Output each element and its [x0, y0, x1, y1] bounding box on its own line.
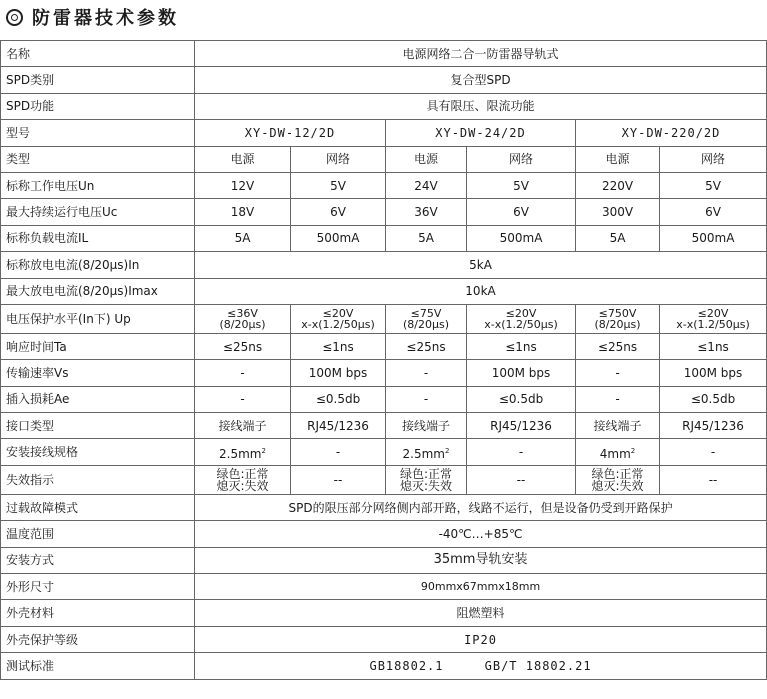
- value-cell: [195, 439, 291, 465]
- row-label: 名称: [1, 41, 195, 67]
- row-label: 电压保护水平(In下) Up: [1, 304, 195, 333]
- table-row: [1, 67, 767, 93]
- cell-line: 绿色:正常: [591, 466, 644, 481]
- value-cell: -: [660, 439, 767, 465]
- value-cell: 5V: [660, 172, 767, 198]
- cell-line: ≤20V: [322, 306, 354, 320]
- value-cell: ≤25ns: [195, 333, 291, 359]
- circle-bullet-icon: [6, 9, 23, 26]
- section-heading-text: 防雷器技术参数: [32, 8, 179, 29]
- table-row: [1, 360, 767, 386]
- model-cell: XY-DW-12/2D: [195, 120, 386, 146]
- row-label: SPD功能: [1, 93, 195, 119]
- row-label: 插入损耗Ae: [1, 386, 195, 412]
- row-label: SPD类别: [1, 67, 195, 93]
- table-row: [1, 252, 767, 278]
- value-cell: 5A: [576, 225, 660, 251]
- superscript: 2: [630, 446, 636, 455]
- value-cell: 90mmx67mmx18mm: [195, 574, 767, 600]
- value-cell: ≤25ns: [576, 333, 660, 359]
- value-cell: 5V: [291, 172, 386, 198]
- table-row: [1, 386, 767, 412]
- value-cell: 6V: [660, 199, 767, 225]
- row-label: 最大放电电流(8/20μs)Imax: [1, 278, 195, 304]
- value-cell: 接线端子: [576, 413, 660, 439]
- row-label: 外形尺寸: [1, 574, 195, 600]
- value-cell: --: [467, 465, 576, 494]
- value-cell: -: [386, 386, 467, 412]
- table-row: [1, 146, 767, 172]
- spd-function-value: 具有限压、限流功能: [195, 93, 767, 119]
- cell-line: (8/20μs): [594, 317, 641, 331]
- value-cell: RJ45/1236: [291, 413, 386, 439]
- value-cell: -: [576, 386, 660, 412]
- value-cell: ≤0.5db: [467, 386, 576, 412]
- value-cell: 220V: [576, 172, 660, 198]
- row-label: 类型: [1, 146, 195, 172]
- table-row: [1, 225, 767, 251]
- cell-line: ≤20V: [697, 306, 729, 320]
- value-cell: SPD的限压部分网络侧内部开路，线路不运行，但是设备仍受到开路保护: [195, 494, 767, 520]
- value-cell: 300V: [576, 199, 660, 225]
- table-row: [1, 413, 767, 439]
- cell-line: 熄灭:失效: [399, 478, 453, 493]
- value-cell: RJ45/1236: [467, 413, 576, 439]
- spd-class-value: 复合型SPD: [195, 67, 767, 93]
- spec-table: [0, 40, 767, 680]
- value-cell: 12V: [195, 172, 291, 198]
- cell-line: 绿色:正常: [216, 466, 269, 481]
- value-cell: [576, 304, 660, 333]
- value-cell: ≤1ns: [467, 333, 576, 359]
- value-cell: ≤1ns: [291, 333, 386, 359]
- value-cell: [195, 304, 291, 333]
- value-cell: -: [467, 439, 576, 465]
- cell-line: 熄灭:失效: [591, 478, 644, 493]
- cell-line: 熄灭:失效: [216, 478, 269, 493]
- value-cell: 500mA: [660, 225, 767, 251]
- value-cell: 18V: [195, 199, 291, 225]
- row-label: 标称工作电压Un: [1, 172, 195, 198]
- cell-text: 4mm: [599, 446, 631, 461]
- value-cell: 阻燃塑料: [195, 600, 767, 626]
- value-cell: 100M bps: [660, 360, 767, 386]
- value-cell: [291, 304, 386, 333]
- table-row: [1, 93, 767, 119]
- value-cell: 接线端子: [386, 413, 467, 439]
- row-label: 过载故障模式: [1, 494, 195, 520]
- table-row: [1, 41, 767, 67]
- value-cell: 5V: [467, 172, 576, 198]
- value-cell: 500mA: [291, 225, 386, 251]
- cell-text: 2.5mm: [402, 446, 445, 461]
- cell-line: (8/20μs): [219, 317, 266, 331]
- table-row: [1, 304, 767, 333]
- value-cell: 36V: [386, 199, 467, 225]
- value-cell: 100M bps: [291, 360, 386, 386]
- section-heading: [6, 4, 179, 30]
- value-cell: RJ45/1236: [660, 413, 767, 439]
- value-cell: [386, 304, 467, 333]
- cell-line: x-x(1.2/50μs): [484, 317, 558, 331]
- table-row: [1, 494, 767, 520]
- value-cell: ≤25ns: [386, 333, 467, 359]
- value-cell: 24V: [386, 172, 467, 198]
- table-row: [1, 521, 767, 547]
- value-cell: ≤0.5db: [660, 386, 767, 412]
- value-cell: GB18802.1 GB/T 18802.21: [195, 653, 767, 679]
- table-row: [1, 199, 767, 225]
- value-cell: ≤0.5db: [291, 386, 386, 412]
- row-label: 响应时间Ta: [1, 333, 195, 359]
- table-row: [1, 439, 767, 465]
- type-cell: 电源: [386, 146, 467, 172]
- value-cell: --: [660, 465, 767, 494]
- table-row: [1, 547, 767, 573]
- row-label: 安装接线规格: [1, 439, 195, 465]
- value-cell: 10kA: [195, 278, 767, 304]
- table-row: [1, 465, 767, 494]
- type-cell: 网络: [467, 146, 576, 172]
- model-cell: XY-DW-220/2D: [576, 120, 767, 146]
- value-cell: 6V: [467, 199, 576, 225]
- cell-line: ≤750V: [598, 306, 637, 320]
- cell-text: 2.5mm: [219, 446, 262, 461]
- row-label: 接口类型: [1, 413, 195, 439]
- value-cell: [386, 465, 467, 494]
- cell-line: 绿色:正常: [399, 466, 453, 481]
- value-cell: IP20: [195, 626, 767, 652]
- row-label: 安装方式: [1, 547, 195, 573]
- value-cell: ≤1ns: [660, 333, 767, 359]
- row-label: 标称负载电流IL: [1, 225, 195, 251]
- row-label: 失效指示: [1, 465, 195, 494]
- value-cell: 5A: [386, 225, 467, 251]
- product-name: 电源网络二合一防雷器导轨式: [195, 41, 767, 67]
- value-cell: 6V: [291, 199, 386, 225]
- cell-line: x-x(1.2/50μs): [676, 317, 750, 331]
- value-cell: [576, 465, 660, 494]
- type-cell: 网络: [660, 146, 767, 172]
- value-cell: -: [576, 360, 660, 386]
- value-cell: 接线端子: [195, 413, 291, 439]
- type-cell: 电源: [195, 146, 291, 172]
- value-cell: [195, 465, 291, 494]
- row-label: 传输速率Vs: [1, 360, 195, 386]
- model-cell: XY-DW-24/2D: [386, 120, 576, 146]
- cell-line: ≤36V: [227, 306, 258, 320]
- value-cell: 35mm导轨安装: [195, 547, 767, 573]
- cell-line: (8/20μs): [402, 317, 449, 331]
- value-cell: -: [386, 360, 467, 386]
- value-cell: [467, 304, 576, 333]
- row-label: 最大持续运行电压Uc: [1, 199, 195, 225]
- value-cell: 5kA: [195, 252, 767, 278]
- superscript: 2: [445, 446, 450, 455]
- value-cell: --: [291, 465, 386, 494]
- value-cell: 100M bps: [467, 360, 576, 386]
- table-row: [1, 574, 767, 600]
- row-label: 外壳保护等级: [1, 626, 195, 652]
- value-cell: 500mA: [467, 225, 576, 251]
- table-row: [1, 120, 767, 146]
- table-row: [1, 333, 767, 359]
- table-row: [1, 278, 767, 304]
- row-label: 型号: [1, 120, 195, 146]
- superscript: 2: [261, 446, 266, 455]
- cell-line: ≤20V: [505, 306, 537, 320]
- row-label: 标称放电电流(8/20μs)In: [1, 252, 195, 278]
- value-cell: [576, 439, 660, 465]
- table-row: [1, 653, 767, 679]
- value-cell: [386, 439, 467, 465]
- row-label: 测试标准: [1, 653, 195, 679]
- value-cell: -: [291, 439, 386, 465]
- cell-line: ≤75V: [410, 306, 442, 320]
- row-label: 外壳材料: [1, 600, 195, 626]
- value-cell: -40℃…+85℃: [195, 521, 767, 547]
- value-cell: -: [195, 360, 291, 386]
- table-row: [1, 172, 767, 198]
- value-cell: [660, 304, 767, 333]
- value-cell: 5A: [195, 225, 291, 251]
- type-cell: 网络: [291, 146, 386, 172]
- cell-line: x-x(1.2/50μs): [301, 317, 375, 331]
- row-label: 温度范围: [1, 521, 195, 547]
- type-cell: 电源: [576, 146, 660, 172]
- table-row: [1, 626, 767, 652]
- value-cell: -: [195, 386, 291, 412]
- table-row: [1, 600, 767, 626]
